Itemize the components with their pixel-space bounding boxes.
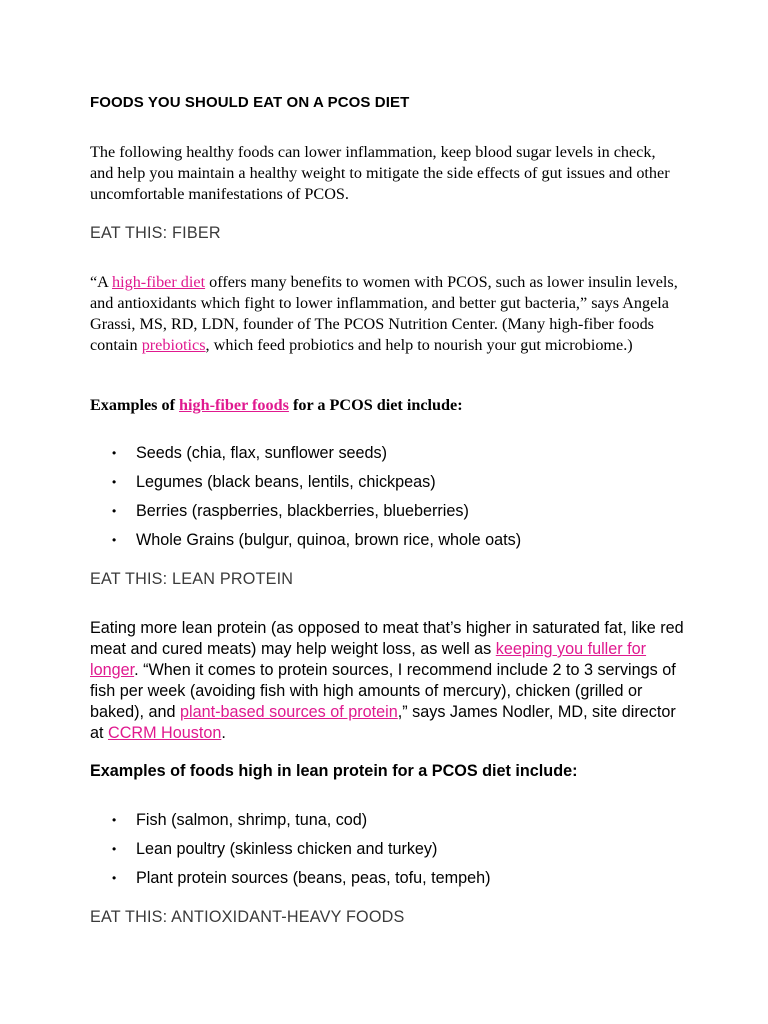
protein-text-4: . (221, 724, 226, 742)
fiber-paragraph (90, 272, 680, 356)
list-item-text: Legumes (black beans, lentils, chickpeas) (136, 473, 436, 491)
fiber-examples-heading (90, 396, 463, 415)
protein-examples-heading: Examples of foods high in lean protein for a PCOS diet include: (90, 762, 578, 780)
fiber-food-list (90, 443, 521, 559)
list-item-text: Berries (raspberries, blackberries, blueberries) (136, 502, 469, 520)
protein-text-2: . “When it comes to protein sources, I recommend include 2 to 3 servings of fish per week (avoiding fish with high amounts of mercury), chicken (grilled or baked), and (90, 661, 676, 721)
list-item-text: Whole Grains (bulgur, quinoa, brown rice, whole oats) (136, 531, 522, 549)
protein-text-3: ,” says James Nodler, MD, site director at (90, 703, 676, 742)
fiber-quote-open: “A (90, 273, 113, 291)
fiber-quote-end: , which feed probiotics and help to nourish your gut microbiome.) (205, 336, 633, 354)
list-item-text: Fish (salmon, shrimp, tuna, cod) (136, 811, 368, 829)
bullet: • (112, 475, 117, 489)
protein-paragraph (90, 618, 690, 744)
list-item (90, 839, 491, 868)
list-item (90, 443, 521, 472)
bullet: • (112, 842, 117, 856)
list-item (90, 530, 521, 559)
list-item (90, 868, 491, 897)
bullet: • (112, 446, 117, 460)
list-item-text: Seeds (chia, flax, sunflower seeds) (136, 444, 388, 462)
page-title: FOODS YOU SHOULD EAT ON A PCOS DIET (90, 94, 410, 111)
fiber-quote-mid: offers many benefits to women with PCOS, such as lower insulin levels, and antioxidants which fight to lower inflammation, and better gut bacteria,” says Angela Grassi, MS, RD, LDN, founder of The PCOS Nutrition Center. (Many high-fiber foods contain (90, 273, 678, 354)
bullet: • (112, 813, 117, 827)
keeping-fuller-link[interactable]: keeping you fuller for longer (90, 640, 647, 679)
intro-paragraph: The following healthy foods can lower inflammation, keep blood sugar levels in check, and help you maintain a healthy weight to mitigate the side effects of gut issues and other uncomfortable manifestations of PCOS. (90, 143, 670, 203)
list-item (90, 501, 521, 530)
protein-food-list (90, 810, 491, 897)
high-fiber-foods-link[interactable]: high-fiber foods (179, 396, 289, 414)
bullet: • (112, 504, 117, 518)
bullet: • (112, 533, 117, 547)
protein-text-1: Eating more lean protein (as opposed to meat that’s higher in saturated fat, like red meat and cured meats) may help weight loss, as well as (90, 619, 684, 658)
list-item-text: Plant protein sources (beans, peas, tofu, tempeh) (136, 869, 491, 887)
bullet: • (112, 871, 117, 885)
list-item (90, 810, 491, 839)
list-item (90, 472, 521, 501)
plant-protein-link[interactable]: plant-based sources of protein (180, 703, 398, 721)
fiber-examples-pre: Examples of (90, 396, 180, 414)
ccrm-houston-link[interactable]: CCRM Houston (108, 724, 222, 742)
antioxidant-heading: EAT THIS: ANTIOXIDANT-HEAVY FOODS (90, 908, 405, 926)
prebiotics-link[interactable]: prebiotics (141, 336, 206, 354)
high-fiber-diet-link[interactable]: high-fiber diet (112, 273, 206, 291)
fiber-examples-post: for a PCOS diet include: (288, 396, 463, 414)
list-item-text: Lean poultry (skinless chicken and turkey) (136, 840, 438, 858)
fiber-heading: EAT THIS: FIBER (90, 224, 221, 242)
protein-heading: EAT THIS: LEAN PROTEIN (90, 570, 294, 588)
